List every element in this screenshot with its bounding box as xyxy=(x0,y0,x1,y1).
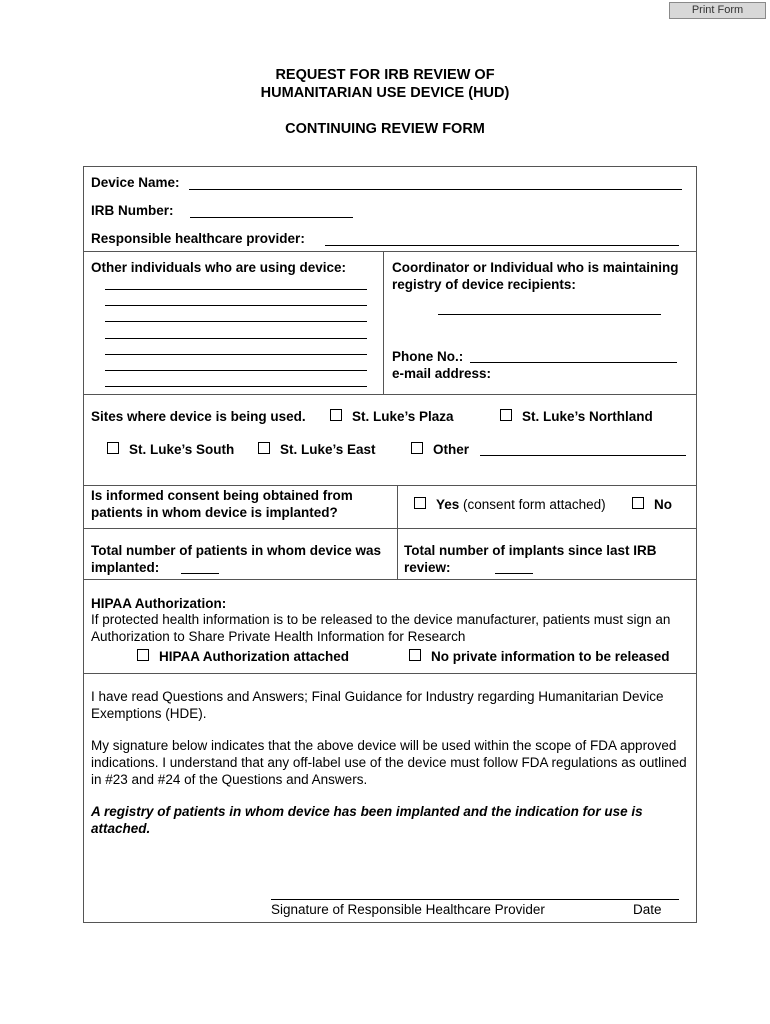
hipaa-heading: HIPAA Authorization: xyxy=(91,596,227,611)
coordinator-field[interactable] xyxy=(438,314,661,315)
site-plaza-checkbox[interactable] xyxy=(330,409,342,421)
consent-no-checkbox[interactable] xyxy=(632,497,644,509)
form-subtitle: CONTINUING REVIEW FORM xyxy=(285,121,485,137)
site-northland-checkbox[interactable] xyxy=(500,409,512,421)
hipaa-attached-checkbox[interactable] xyxy=(137,649,149,661)
coordinator-label: Coordinator or Individual who is maintaining registry of device recipients: xyxy=(392,260,679,292)
provider-label: Responsible healthcare provider: xyxy=(91,231,305,246)
consent-yes-label: Yes xyxy=(436,497,460,512)
individual-field[interactable] xyxy=(105,289,367,290)
site-other-field[interactable] xyxy=(480,455,686,456)
site-east-label: St. Luke’s East xyxy=(280,442,376,457)
statement-registry: A registry of patients in whom device has been implanted and the indication for use is attached. xyxy=(91,804,643,836)
signature-field[interactable] xyxy=(271,899,679,900)
phone-field[interactable] xyxy=(470,362,677,363)
individual-field[interactable] xyxy=(105,370,367,371)
individual-field[interactable] xyxy=(105,305,367,306)
statement-signature-scope: My signature below indicates that the above device will be used within the scope of FDA approved indications. I understand that any off-label use of the device must follow FDA regulations as outlined in #23 and #24 of the Questions and Answers. xyxy=(91,738,687,787)
site-plaza-label: St. Luke’s Plaza xyxy=(352,409,454,424)
provider-field[interactable] xyxy=(325,245,679,246)
phone-label: Phone No.: xyxy=(392,349,464,364)
individuals-label: Other individuals who are using device: xyxy=(91,260,347,275)
consent-no-label: No xyxy=(654,497,672,512)
site-northland-label: St. Luke’s Northland xyxy=(522,409,653,424)
print-form-button[interactable]: Print Form xyxy=(669,2,766,19)
hipaa-attached-label: HIPAA Authorization attached xyxy=(159,649,350,664)
consent-question: Is informed consent being obtained from patients in whom device is implanted? xyxy=(91,488,353,520)
signature-label: Signature of Responsible Healthcare Provider xyxy=(271,902,545,917)
divider xyxy=(83,485,697,486)
implants-total-field[interactable] xyxy=(495,573,533,574)
patients-total-field[interactable] xyxy=(181,573,219,574)
irb-number-field[interactable] xyxy=(190,217,353,218)
implants-total-label: Total number of implants since last IRB review: xyxy=(404,543,657,575)
consent-yes-option xyxy=(436,496,606,513)
date-label: Date xyxy=(633,902,662,917)
irb-number-label: IRB Number: xyxy=(91,203,174,218)
site-east-checkbox[interactable] xyxy=(258,442,270,454)
form-title-line1: REQUEST FOR IRB REVIEW OF xyxy=(275,67,495,83)
site-south-label: St. Luke’s South xyxy=(129,442,235,457)
individual-field[interactable] xyxy=(105,321,367,322)
column-divider xyxy=(397,528,398,579)
form-title-line2: HUMANITARIAN USE DEVICE (HUD) xyxy=(260,85,510,101)
device-name-label: Device Name: xyxy=(91,175,180,190)
email-label: e-mail address: xyxy=(392,366,492,381)
patients-total-label: Total number of patients in whom device was implanted: xyxy=(91,543,382,575)
individual-field[interactable] xyxy=(105,338,367,339)
device-name-field[interactable] xyxy=(189,189,682,190)
divider xyxy=(83,394,697,395)
column-divider xyxy=(383,251,384,394)
site-other-checkbox[interactable] xyxy=(411,442,423,454)
site-other-label: Other xyxy=(433,442,470,457)
statement-questions-answers: I have read Questions and Answers; Final Guidance for Industry regarding Humanitarian Device Exemptions (HDE). xyxy=(91,689,664,721)
individual-field[interactable] xyxy=(105,386,367,387)
consent-yes-note: (consent form attached) xyxy=(463,497,606,512)
divider xyxy=(83,673,697,674)
no-private-info-checkbox[interactable] xyxy=(409,649,421,661)
consent-yes-checkbox[interactable] xyxy=(414,497,426,509)
sites-label: Sites where device is being used. xyxy=(91,409,306,424)
divider xyxy=(83,528,697,529)
divider xyxy=(83,251,697,252)
hipaa-text: If protected health information is to be released to the device manufacturer, patients must sign an Authorization to Share Private Health Information for Research xyxy=(91,612,671,644)
individual-field[interactable] xyxy=(105,354,367,355)
divider xyxy=(83,579,697,580)
site-south-checkbox[interactable] xyxy=(107,442,119,454)
column-divider xyxy=(397,485,398,528)
no-private-info-label: No private information to be released xyxy=(431,649,670,664)
